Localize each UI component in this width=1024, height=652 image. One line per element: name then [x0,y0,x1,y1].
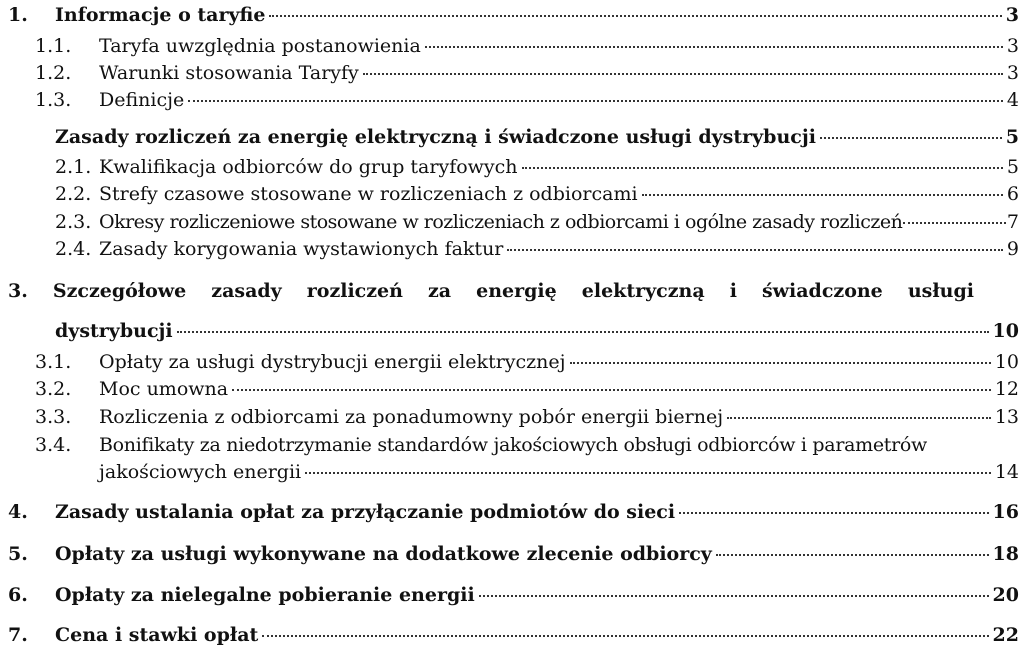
toc-entry-3-1 [35,353,1019,372]
toc-entry-2 [55,128,1019,147]
toc-title: Kwalifikacja odbiorców do grup taryfowych [99,156,518,178]
toc-number: 3.1. [35,351,72,373]
toc-number: 3.2. [35,378,72,400]
toc-page: 5 [1006,156,1019,178]
toc-page: 12 [994,378,1019,400]
toc-page: 9 [1006,238,1019,260]
toc-entry-1-1 [35,37,1019,56]
toc-page: 13 [994,406,1019,428]
toc-word: usługi [907,280,974,302]
toc-page: 5 [1005,126,1019,148]
toc-title: Opłaty za usługi wykonywane na dodatkowe zlecenie odbiorcy [55,543,712,565]
toc-number: 3.3. [35,406,72,428]
toc-title-justified [8,280,974,302]
toc-entry-1-2 [35,64,1019,83]
toc-title: Zasady ustalania opłat za przyłączanie podmiotów do sieci [55,501,676,523]
toc-page: 18 [992,543,1019,565]
leader-dots [177,331,989,333]
leader-dots [262,635,988,637]
toc-entry-7 [8,626,1019,645]
toc-title: Moc umowna [99,378,229,400]
toc-number: 2.4. [55,238,92,260]
toc-word: świadczone [761,280,883,302]
toc-word: energię [476,280,557,302]
toc-page: 20 [992,584,1019,606]
toc-title: Zasady korygowania wystawionych faktur [99,238,504,260]
leader-dots [570,362,991,364]
leader-dots [305,472,991,474]
toc-page: 7 [1006,211,1019,233]
toc-page: 22 [992,624,1019,646]
toc-number: 1.1. [35,35,72,57]
toc-title: Informacje o taryfie [55,4,266,26]
toc-entry-4 [8,503,1019,522]
toc-entry-2-4 [55,240,1019,259]
leader-dots [642,194,1003,196]
toc-entry-1-3 [35,91,1019,110]
toc-title: Cena i stawki opłat [55,624,259,646]
toc-number: 2.3. [55,211,92,233]
toc-number: 2.1. [55,156,92,178]
leader-dots [522,167,1003,169]
toc-entry-2-3 [55,213,1019,232]
toc-page: 4 [1006,89,1019,111]
toc-entry-1 [8,6,1019,25]
toc-word: rozliczeń [306,280,403,302]
toc-page: 10 [992,320,1019,342]
leader-dots [507,249,1003,251]
toc-entry-2-2 [55,185,1019,204]
toc-entry-2-1 [55,158,1019,177]
toc-title: jakościowych energii [99,461,302,483]
toc-entry-6 [8,586,1019,605]
toc-title: Strefy czasowe stosowane w rozliczeniach z odbiorcami [99,183,638,205]
toc-number: 7. [8,624,28,646]
toc-title: dystrybucji [55,320,173,342]
toc-title: Opłaty za usługi dystrybucji energii elektrycznej [99,351,566,373]
toc-entry-5 [8,545,1019,564]
toc-number: 6. [8,584,28,606]
toc-number: 1.3. [35,89,72,111]
toc-entry-3-4-continued [99,463,1019,482]
toc-word: Szczegółowe [52,280,187,302]
toc-number: 1.2. [35,62,72,84]
toc-word: za [427,280,452,302]
toc-title: Taryfa uwzględnia postanowienia [99,35,421,57]
leader-dots [820,137,1002,139]
leader-dots [679,512,988,514]
toc-number: 3. [8,280,28,302]
toc-title: Definicje [99,89,185,111]
leader-dots [479,595,989,597]
leader-dots [232,389,991,391]
toc-title: Opłaty za nielegalne pobieranie energii [55,584,475,606]
toc-number: 1. [8,4,28,26]
leader-dots [716,554,989,556]
toc-title: Zasady rozliczeń za energię elektryczną i świadczone usługi dystrybucji [55,126,816,148]
toc-page: 3 [1006,35,1019,57]
toc-number: 2.2. [55,183,92,205]
toc-title: Rozliczenia z odbiorcami za ponadumowny pobór energii biernej [99,406,724,428]
toc-entry-3-continued [55,322,1019,341]
toc-page: 16 [992,501,1019,523]
leader-dots [188,100,1003,102]
toc-entry-3-3 [35,408,1019,427]
toc-page: 6 [1006,183,1019,205]
toc-entry-3-4 [35,436,1019,455]
leader-dots [727,417,991,419]
toc-page: 14 [994,461,1019,483]
leader-dots [269,15,1001,17]
toc-entry-3-2 [35,380,1019,399]
toc-page: 3 [1006,62,1019,84]
toc-number: 4. [8,501,28,523]
toc-page: 10 [994,351,1019,373]
leader-dots [903,222,1006,224]
toc-number: 3.4. [35,434,72,456]
toc-word: elektryczną [581,280,705,302]
toc-title: Warunki stosowania Taryfy [99,62,359,84]
toc-entry-3 [0,277,1024,307]
toc-title: Okresy rozliczeniowe stosowane w rozliczeniach z odbiorcami i ogólne zasady rozliczeń [99,211,903,233]
toc-word: zasady [211,280,282,302]
toc-word: i [729,280,737,302]
toc-title: Bonifikaty za niedotrzymanie standardów jakościowych obsługi odbiorców i parametrów [99,434,928,456]
toc-number: 5. [8,543,28,565]
toc-page: 3 [1005,4,1019,26]
leader-dots [425,46,1003,48]
leader-dots [363,73,1003,75]
